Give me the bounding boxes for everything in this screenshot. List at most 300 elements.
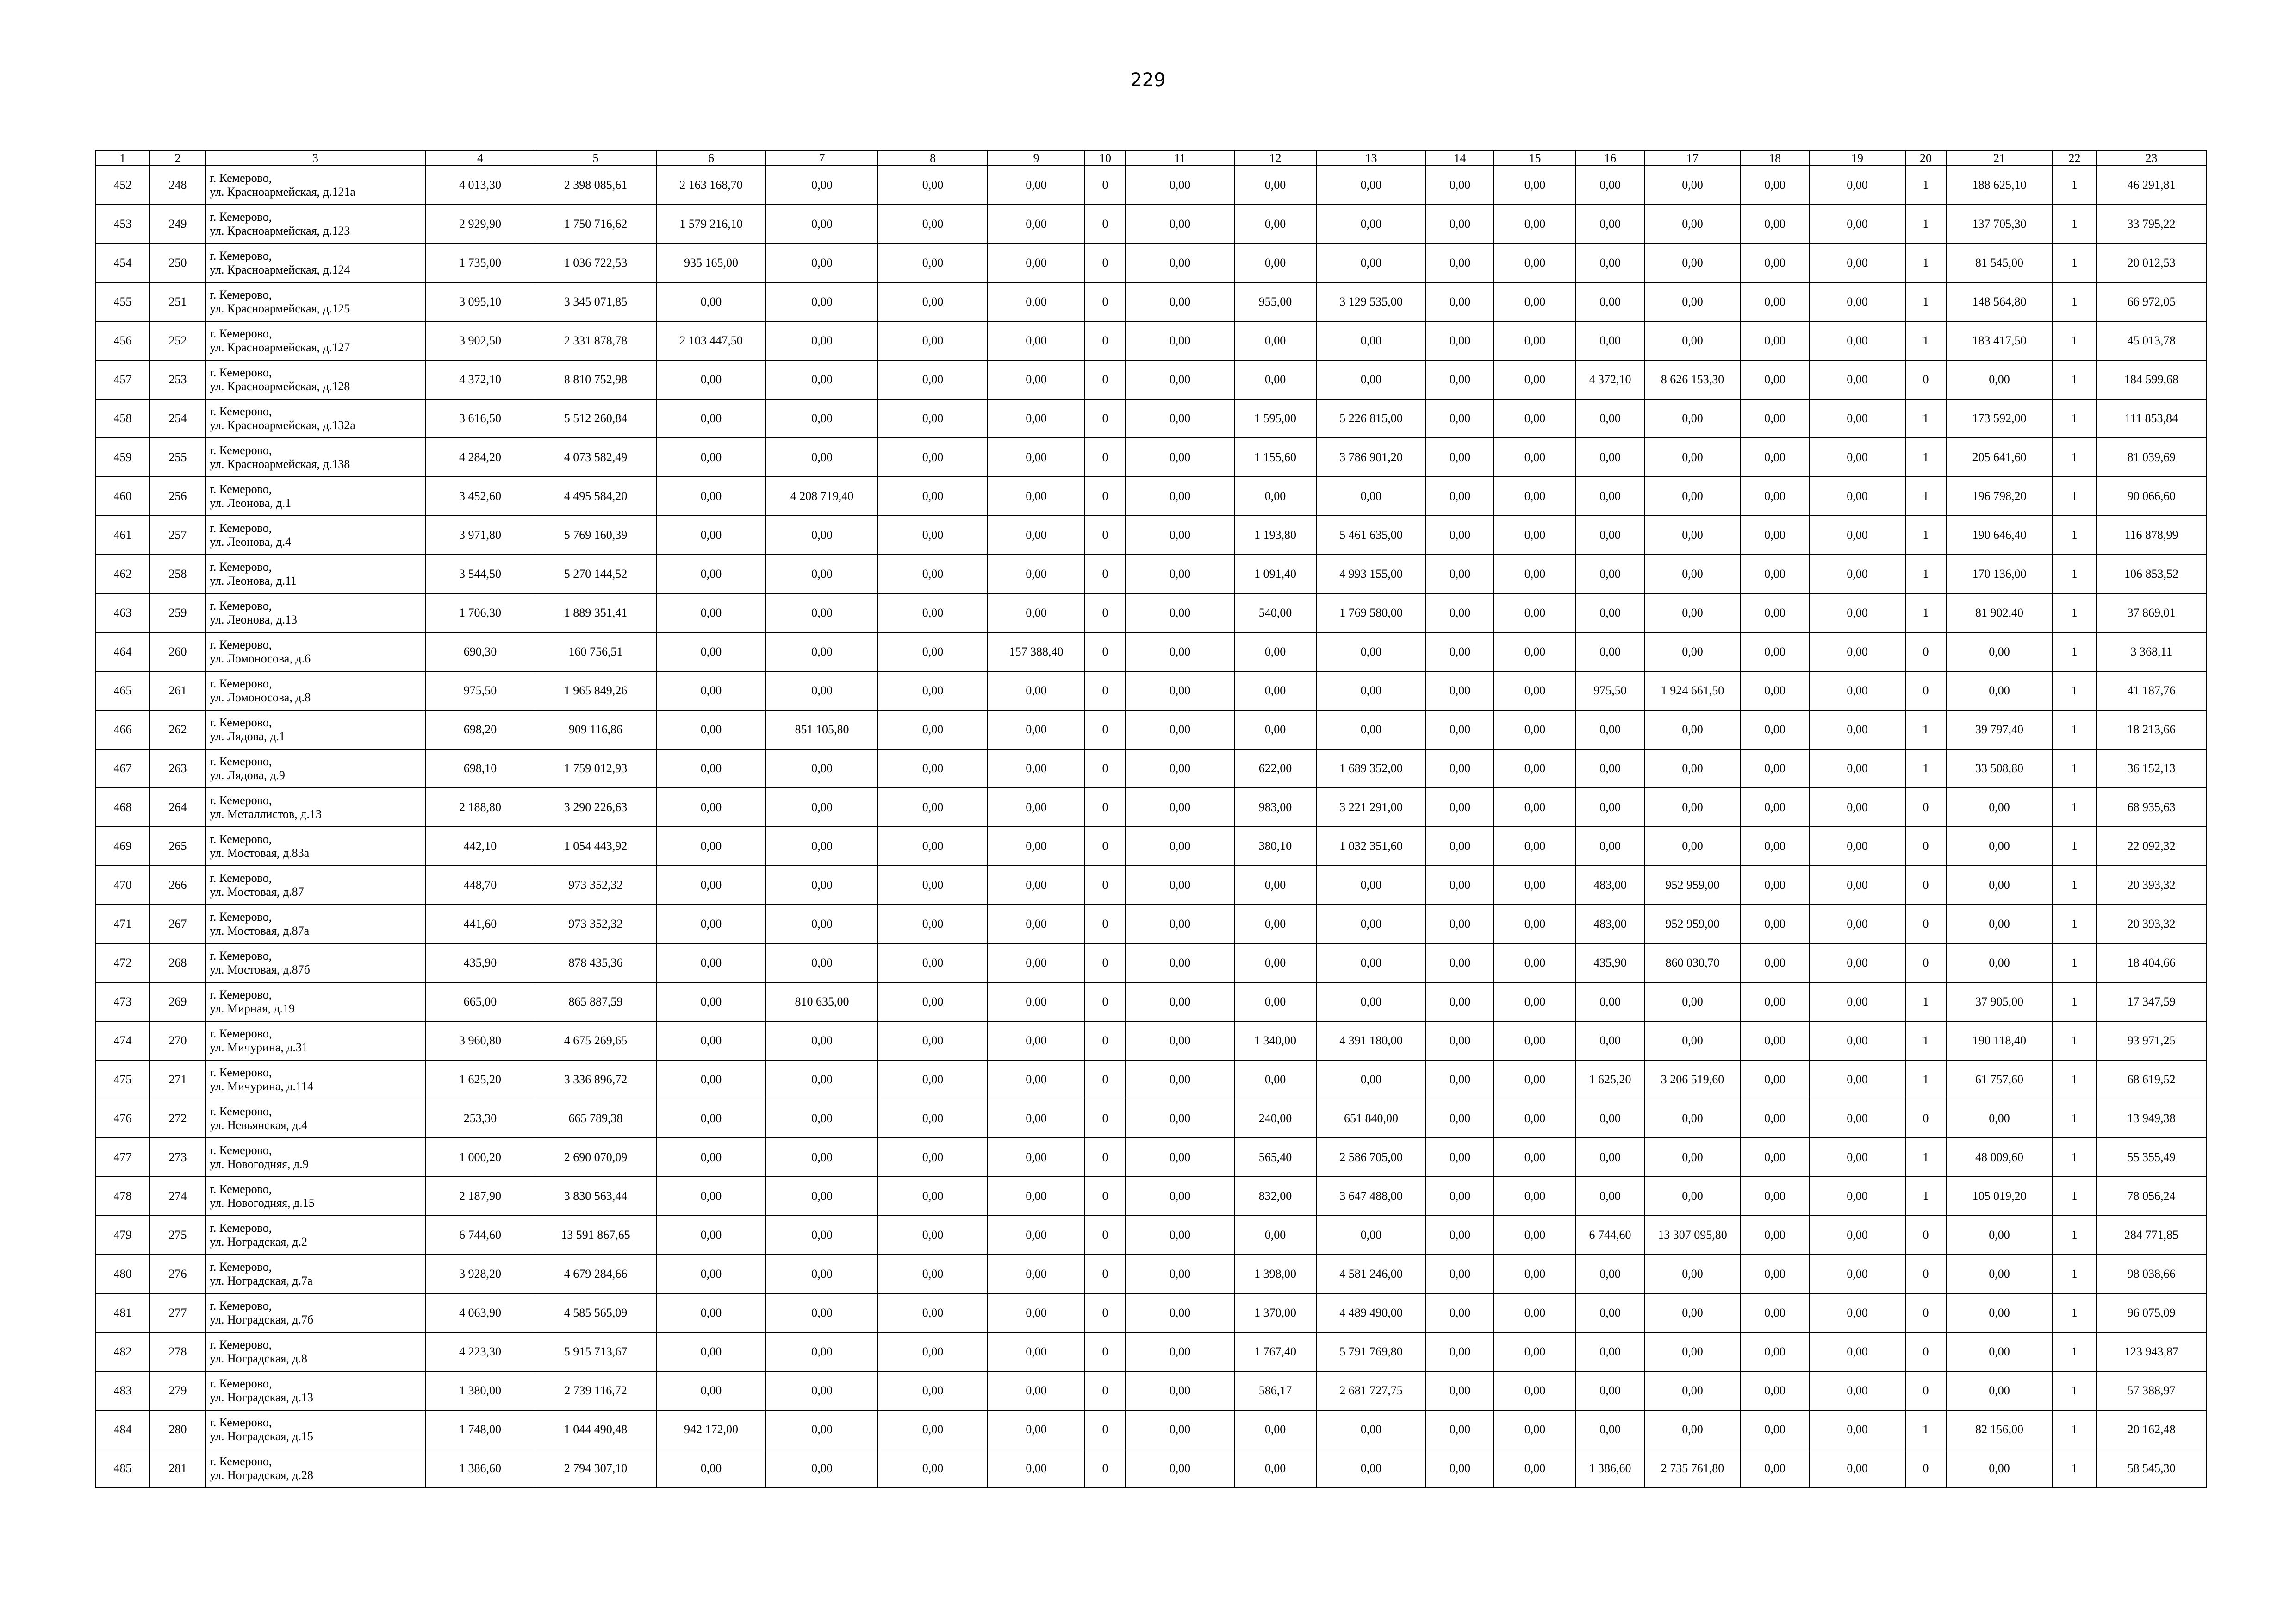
table-cell: 0,00	[766, 244, 878, 282]
table-cell: 0	[1905, 866, 1946, 905]
address-street: ул. Красноармейская, д.127	[210, 341, 350, 354]
table-cell: 20 393,32	[2097, 905, 2206, 943]
table-cell: 0,00	[1316, 321, 1426, 360]
table-cell: 0,00	[878, 866, 988, 905]
table-cell: 0,00	[1741, 282, 1809, 321]
table-cell: 273	[150, 1138, 205, 1177]
table-cell: 0,00	[1809, 360, 1905, 399]
table-cell: 0,00	[878, 321, 988, 360]
table-cell: 0,00	[766, 1410, 878, 1449]
table-cell: 4 679 284,66	[535, 1255, 656, 1293]
table-cell: 0,00	[988, 399, 1085, 438]
table-cell: 0,00	[1426, 593, 1494, 632]
table-cell: 0,00	[1809, 1255, 1905, 1293]
table-row	[95, 399, 2206, 438]
table-cell: 0,00	[1809, 749, 1905, 788]
table-cell: 0,00	[766, 905, 878, 943]
table-cell: 0,00	[656, 1255, 766, 1293]
table-cell: 0,00	[1426, 1216, 1494, 1255]
table-cell: 0,00	[1494, 788, 1576, 827]
table-cell: 261	[150, 671, 205, 710]
table-cell: 0,00	[1126, 516, 1234, 555]
table-cell: 0,00	[1741, 399, 1809, 438]
address-city: г. Кемерово,	[210, 1182, 272, 1196]
table-cell: 277	[150, 1293, 205, 1332]
column-header-19: 19	[1809, 151, 1905, 166]
table-cell: 37 869,01	[2097, 593, 2206, 632]
table-cell: 78 056,24	[2097, 1177, 2206, 1216]
table-cell: 467	[95, 749, 150, 788]
table-cell: 475	[95, 1060, 150, 1099]
table-cell: 0,00	[1316, 982, 1426, 1021]
table-cell: 0,00	[1644, 788, 1741, 827]
table-cell: 1 965 849,26	[535, 671, 656, 710]
table-cell: 0,00	[1126, 244, 1234, 282]
table-cell: 0,00	[766, 166, 878, 205]
table-cell: 2 681 727,75	[1316, 1371, 1426, 1410]
table-cell: 1	[1905, 166, 1946, 205]
column-header-9: 9	[988, 151, 1085, 166]
table-cell: 0	[1085, 205, 1126, 244]
table-cell: 0,00	[656, 710, 766, 749]
address-city: г. Кемерово,	[210, 599, 272, 612]
table-cell: 266	[150, 866, 205, 905]
table-cell: 98 038,66	[2097, 1255, 2206, 1293]
table-cell: 1 924 661,50	[1644, 671, 1741, 710]
address-city: г. Кемерово,	[210, 249, 272, 262]
table-cell: 0	[1085, 710, 1126, 749]
table-cell: 257	[150, 516, 205, 555]
table-cell: 0,00	[1809, 1021, 1905, 1060]
table-row	[95, 244, 2206, 282]
table-cell: 0,00	[1741, 1060, 1809, 1099]
table-cell: 0,00	[988, 438, 1085, 477]
table-cell: 3 221 291,00	[1316, 788, 1426, 827]
table-cell: 0,00	[1576, 321, 1644, 360]
address-cell	[205, 593, 425, 632]
address-city: г. Кемерово,	[210, 755, 272, 768]
table-cell: 469	[95, 827, 150, 866]
table-cell: 45 013,78	[2097, 321, 2206, 360]
table-cell: 0,00	[1126, 360, 1234, 399]
table-cell: 441,60	[425, 905, 535, 943]
table-cell: 1	[2053, 1060, 2097, 1099]
table-cell: 123 943,87	[2097, 1332, 2206, 1371]
table-cell: 252	[150, 321, 205, 360]
table-cell: 0,00	[1576, 555, 1644, 593]
table-cell: 0,00	[766, 321, 878, 360]
table-cell: 0,00	[1316, 1060, 1426, 1099]
table-cell: 268	[150, 943, 205, 982]
table-cell: 0,00	[1809, 943, 1905, 982]
table-cell: 0,00	[1741, 1449, 1809, 1488]
address-street: ул. Невьянская, д.4	[210, 1118, 308, 1132]
table-cell: 0,00	[988, 1060, 1085, 1099]
table-cell: 250	[150, 244, 205, 282]
table-cell: 0,00	[1741, 1371, 1809, 1410]
table-cell: 0,00	[1809, 321, 1905, 360]
table-cell: 0,00	[1644, 477, 1741, 516]
table-cell: 0,00	[878, 1021, 988, 1060]
table-cell: 205 641,60	[1946, 438, 2053, 477]
table-cell: 0,00	[766, 1138, 878, 1177]
address-city: г. Кемерово,	[210, 210, 272, 224]
table-cell: 0,00	[1741, 905, 1809, 943]
table-cell: 240,00	[1234, 1099, 1316, 1138]
table-cell: 0,00	[1741, 943, 1809, 982]
table-cell: 33 508,80	[1946, 749, 2053, 788]
table-cell: 0	[1085, 1449, 1126, 1488]
table-cell: 1 091,40	[1234, 555, 1316, 593]
table-row	[95, 321, 2206, 360]
table-cell: 0,00	[1426, 1138, 1494, 1177]
table-cell: 0,00	[1809, 788, 1905, 827]
address-street: ул. Ноградская, д.28	[210, 1468, 314, 1482]
table-row	[95, 555, 2206, 593]
table-cell: 3 830 563,44	[535, 1177, 656, 1216]
address-cell	[205, 1410, 425, 1449]
table-cell: 0,00	[1494, 1177, 1576, 1216]
table-cell: 58 545,30	[2097, 1449, 2206, 1488]
table-cell: 0	[1085, 166, 1126, 205]
address-city: г. Кемерово,	[210, 1221, 272, 1235]
table-cell: 275	[150, 1216, 205, 1255]
table-cell: 0,00	[1234, 244, 1316, 282]
table-cell: 2 187,90	[425, 1177, 535, 1216]
table-cell: 865 887,59	[535, 982, 656, 1021]
table-cell: 0,00	[1426, 788, 1494, 827]
table-cell: 0	[1905, 1293, 1946, 1332]
table-cell: 0,00	[1809, 282, 1905, 321]
address-street: ул. Красноармейская, д.124	[210, 263, 350, 276]
table-cell: 1 193,80	[1234, 516, 1316, 555]
table-cell: 0,00	[1494, 710, 1576, 749]
table-cell: 0,00	[988, 1293, 1085, 1332]
table-cell: 0,00	[766, 360, 878, 399]
table-row	[95, 1255, 2206, 1293]
table-cell: 458	[95, 399, 150, 438]
table-cell: 0,00	[656, 1216, 766, 1255]
table-cell: 0	[1085, 866, 1126, 905]
table-cell: 0,00	[1426, 244, 1494, 282]
table-cell: 0,00	[766, 1177, 878, 1216]
table-cell: 22 092,32	[2097, 827, 2206, 866]
table-cell: 4 581 246,00	[1316, 1255, 1426, 1293]
table-cell: 148 564,80	[1946, 282, 2053, 321]
table-cell: 0,00	[1234, 360, 1316, 399]
table-cell: 975,50	[1576, 671, 1644, 710]
table-cell: 0	[1085, 438, 1126, 477]
table-cell: 105 019,20	[1946, 1177, 2053, 1216]
table-cell: 0,00	[1126, 321, 1234, 360]
table-cell: 0,00	[1576, 477, 1644, 516]
table-cell: 0,00	[766, 1449, 878, 1488]
table-cell: 0,00	[766, 671, 878, 710]
table-cell: 0	[1905, 1332, 1946, 1371]
table-cell: 0,00	[1126, 1410, 1234, 1449]
table-cell: 452	[95, 166, 150, 205]
table-cell: 0	[1905, 1255, 1946, 1293]
table-cell: 0,00	[878, 749, 988, 788]
table-cell: 2 163 168,70	[656, 166, 766, 205]
table-cell: 0,00	[1316, 244, 1426, 282]
table-cell: 0,00	[988, 982, 1085, 1021]
table-cell: 0,00	[878, 943, 988, 982]
table-cell: 0,00	[878, 282, 988, 321]
table-cell: 90 066,60	[2097, 477, 2206, 516]
table-cell: 0,00	[1126, 632, 1234, 671]
table-cell: 483,00	[1576, 905, 1644, 943]
table-cell: 0,00	[878, 1177, 988, 1216]
table-cell: 380,10	[1234, 827, 1316, 866]
table-cell: 0,00	[1316, 710, 1426, 749]
table-cell: 0,00	[1809, 205, 1905, 244]
table-cell: 0,00	[878, 438, 988, 477]
address-cell	[205, 1099, 425, 1138]
column-header-2: 2	[150, 151, 205, 166]
table-cell: 0,00	[1426, 477, 1494, 516]
table-cell: 0,00	[878, 1060, 988, 1099]
table-cell: 0,00	[1494, 1293, 1576, 1332]
table-cell: 0,00	[1126, 205, 1234, 244]
table-cell: 4 495 584,20	[535, 477, 656, 516]
address-street: ул. Мостовая, д.87а	[210, 924, 310, 937]
table-cell: 81 545,00	[1946, 244, 2053, 282]
table-cell: 20 162,48	[2097, 1410, 2206, 1449]
address-cell	[205, 827, 425, 866]
table-cell: 81 039,69	[2097, 438, 2206, 477]
address-cell	[205, 1332, 425, 1371]
table-cell: 0,00	[1809, 827, 1905, 866]
table-cell: 0,00	[1576, 593, 1644, 632]
table-cell: 0,00	[1126, 982, 1234, 1021]
table-cell: 0	[1085, 1177, 1126, 1216]
table-cell: 93 971,25	[2097, 1021, 2206, 1060]
table-cell: 2 398 085,61	[535, 166, 656, 205]
table-cell: 0,00	[766, 1099, 878, 1138]
address-city: г. Кемерово,	[210, 793, 272, 807]
table-cell: 0,00	[1426, 943, 1494, 982]
address-street: ул. Мостовая, д.87	[210, 885, 304, 899]
address-city: г. Кемерово,	[210, 521, 272, 535]
table-cell: 0,00	[988, 1255, 1085, 1293]
table-row	[95, 1099, 2206, 1138]
table-cell: 1 625,20	[1576, 1060, 1644, 1099]
table-cell: 462	[95, 555, 150, 593]
table-cell: 0,00	[1809, 632, 1905, 671]
table-cell: 0,00	[1809, 1293, 1905, 1332]
table-cell: 0,00	[1644, 1177, 1741, 1216]
table-cell: 0	[1085, 1332, 1126, 1371]
table-cell: 256	[150, 477, 205, 516]
table-cell: 270	[150, 1021, 205, 1060]
table-cell: 280	[150, 1410, 205, 1449]
table-cell: 1	[1905, 555, 1946, 593]
column-header-23: 23	[2097, 151, 2206, 166]
address-city: г. Кемерово,	[210, 677, 272, 690]
table-cell: 909 116,86	[535, 710, 656, 749]
table-cell: 0,00	[1126, 399, 1234, 438]
table-cell: 0,00	[1426, 1332, 1494, 1371]
table-cell: 0,00	[1426, 710, 1494, 749]
table-cell: 137 705,30	[1946, 205, 2053, 244]
table-cell: 480	[95, 1255, 150, 1293]
table-cell: 0,00	[1644, 321, 1741, 360]
table-cell: 471	[95, 905, 150, 943]
table-cell: 0,00	[656, 1332, 766, 1371]
table-cell: 1	[2053, 827, 2097, 866]
table-cell: 274	[150, 1177, 205, 1216]
table-cell: 0,00	[1426, 205, 1494, 244]
table-cell: 983,00	[1234, 788, 1316, 827]
table-cell: 68 935,63	[2097, 788, 2206, 827]
table-cell: 973 352,32	[535, 905, 656, 943]
table-cell: 0,00	[1946, 788, 2053, 827]
table-cell: 1	[2053, 399, 2097, 438]
table-cell: 0,00	[1126, 866, 1234, 905]
table-cell: 0	[1085, 749, 1126, 788]
table-cell: 0,00	[1576, 749, 1644, 788]
table-cell: 0,00	[1426, 282, 1494, 321]
table-cell: 0,00	[1576, 1293, 1644, 1332]
table-row	[95, 477, 2206, 516]
table-cell: 1	[1905, 282, 1946, 321]
table-cell: 1	[2053, 943, 2097, 982]
table-cell: 1	[2053, 244, 2097, 282]
address-street: ул. Красноармейская, д.121а	[210, 185, 355, 199]
column-header-13: 13	[1316, 151, 1426, 166]
table-cell: 4 284,20	[425, 438, 535, 477]
table-cell: 281	[150, 1449, 205, 1488]
table-cell: 0,00	[1809, 982, 1905, 1021]
table-cell: 0,00	[1644, 516, 1741, 555]
table-cell: 0,00	[766, 438, 878, 477]
table-cell: 1	[2053, 1371, 2097, 1410]
table-cell: 1	[1905, 244, 1946, 282]
table-cell: 0,00	[1809, 1060, 1905, 1099]
table-row	[95, 282, 2206, 321]
table-cell: 0,00	[1316, 866, 1426, 905]
table-cell: 263	[150, 749, 205, 788]
address-street: ул. Красноармейская, д.125	[210, 302, 350, 315]
table-cell: 1 759 012,93	[535, 749, 656, 788]
table-cell: 260	[150, 632, 205, 671]
table-cell: 0,00	[988, 282, 1085, 321]
table-cell: 0,00	[1426, 1060, 1494, 1099]
table-cell: 4 489 490,00	[1316, 1293, 1426, 1332]
table-cell: 3 616,50	[425, 399, 535, 438]
table-cell: 1	[2053, 1332, 2097, 1371]
table-cell: 0,00	[1809, 1332, 1905, 1371]
table-cell: 0,00	[1809, 1177, 1905, 1216]
table-cell: 0,00	[878, 827, 988, 866]
table-row	[95, 1449, 2206, 1488]
table-row	[95, 1177, 2206, 1216]
address-cell	[205, 244, 425, 282]
table-cell: 3 971,80	[425, 516, 535, 555]
table-cell: 0,00	[1809, 555, 1905, 593]
table-cell: 0,00	[1126, 477, 1234, 516]
table-cell: 0,00	[766, 1371, 878, 1410]
table-cell: 1 000,20	[425, 1138, 535, 1177]
address-street: ул. Красноармейская, д.132а	[210, 418, 355, 432]
table-cell: 0,00	[766, 749, 878, 788]
table-cell: 0,00	[656, 438, 766, 477]
table-cell: 0,00	[1809, 516, 1905, 555]
address-cell	[205, 632, 425, 671]
table-cell: 0,00	[878, 671, 988, 710]
table-cell: 0,00	[656, 477, 766, 516]
table-cell: 1	[2053, 166, 2097, 205]
table-cell: 0	[1905, 1216, 1946, 1255]
table-cell: 0,00	[1426, 1021, 1494, 1060]
address-cell	[205, 749, 425, 788]
table-cell: 160 756,51	[535, 632, 656, 671]
table-cell: 0,00	[1644, 749, 1741, 788]
column-header-14: 14	[1426, 151, 1494, 166]
table-cell: 0,00	[1494, 438, 1576, 477]
address-city: г. Кемерово,	[210, 910, 272, 924]
address-cell	[205, 205, 425, 244]
table-cell: 0,00	[1426, 905, 1494, 943]
table-cell: 8 626 153,30	[1644, 360, 1741, 399]
address-street: ул. Новогодняя, д.9	[210, 1157, 309, 1171]
table-cell: 0,00	[1644, 438, 1741, 477]
table-cell: 0,00	[1644, 1021, 1741, 1060]
table-cell: 0,00	[1741, 1099, 1809, 1138]
table-cell: 1 750 716,62	[535, 205, 656, 244]
address-street: ул. Ломоносова, д.8	[210, 691, 311, 704]
table-cell: 0,00	[1741, 166, 1809, 205]
table-cell: 0	[1085, 788, 1126, 827]
register-table	[95, 150, 2207, 1488]
table-cell: 0,00	[1494, 1449, 1576, 1488]
address-cell	[205, 788, 425, 827]
table-cell: 0	[1905, 905, 1946, 943]
address-city: г. Кемерово,	[210, 1143, 272, 1157]
table-cell: 1 386,60	[1576, 1449, 1644, 1488]
table-cell: 0,00	[1316, 360, 1426, 399]
table-cell: 0,00	[1426, 1255, 1494, 1293]
table-cell: 3 129 535,00	[1316, 282, 1426, 321]
table-cell: 0,00	[766, 516, 878, 555]
table-cell: 0,00	[1741, 671, 1809, 710]
table-cell: 55 355,49	[2097, 1138, 2206, 1177]
address-street: ул. Красноармейская, д.123	[210, 224, 350, 237]
table-row	[95, 1138, 2206, 1177]
table-cell: 0,00	[1644, 632, 1741, 671]
table-cell: 0,00	[1741, 1293, 1809, 1332]
table-cell: 0,00	[656, 1138, 766, 1177]
table-cell: 0,00	[1316, 943, 1426, 982]
table-cell: 0,00	[1494, 1099, 1576, 1138]
table-cell: 1 595,00	[1234, 399, 1316, 438]
table-cell: 851 105,80	[766, 710, 878, 749]
address-cell	[205, 1293, 425, 1332]
table-cell: 1	[2053, 788, 2097, 827]
address-cell	[205, 438, 425, 477]
table-cell: 4 372,10	[425, 360, 535, 399]
table-cell: 0,00	[1576, 244, 1644, 282]
table-cell: 0,00	[1809, 399, 1905, 438]
table-cell: 0,00	[1946, 1293, 2053, 1332]
table-cell: 0,00	[1426, 1371, 1494, 1410]
table-cell: 0,00	[1316, 205, 1426, 244]
address-street: ул. Красноармейская, д.128	[210, 380, 350, 393]
table-cell: 935 165,00	[656, 244, 766, 282]
table-cell: 0,00	[1126, 555, 1234, 593]
table-cell: 0,00	[1946, 632, 2053, 671]
